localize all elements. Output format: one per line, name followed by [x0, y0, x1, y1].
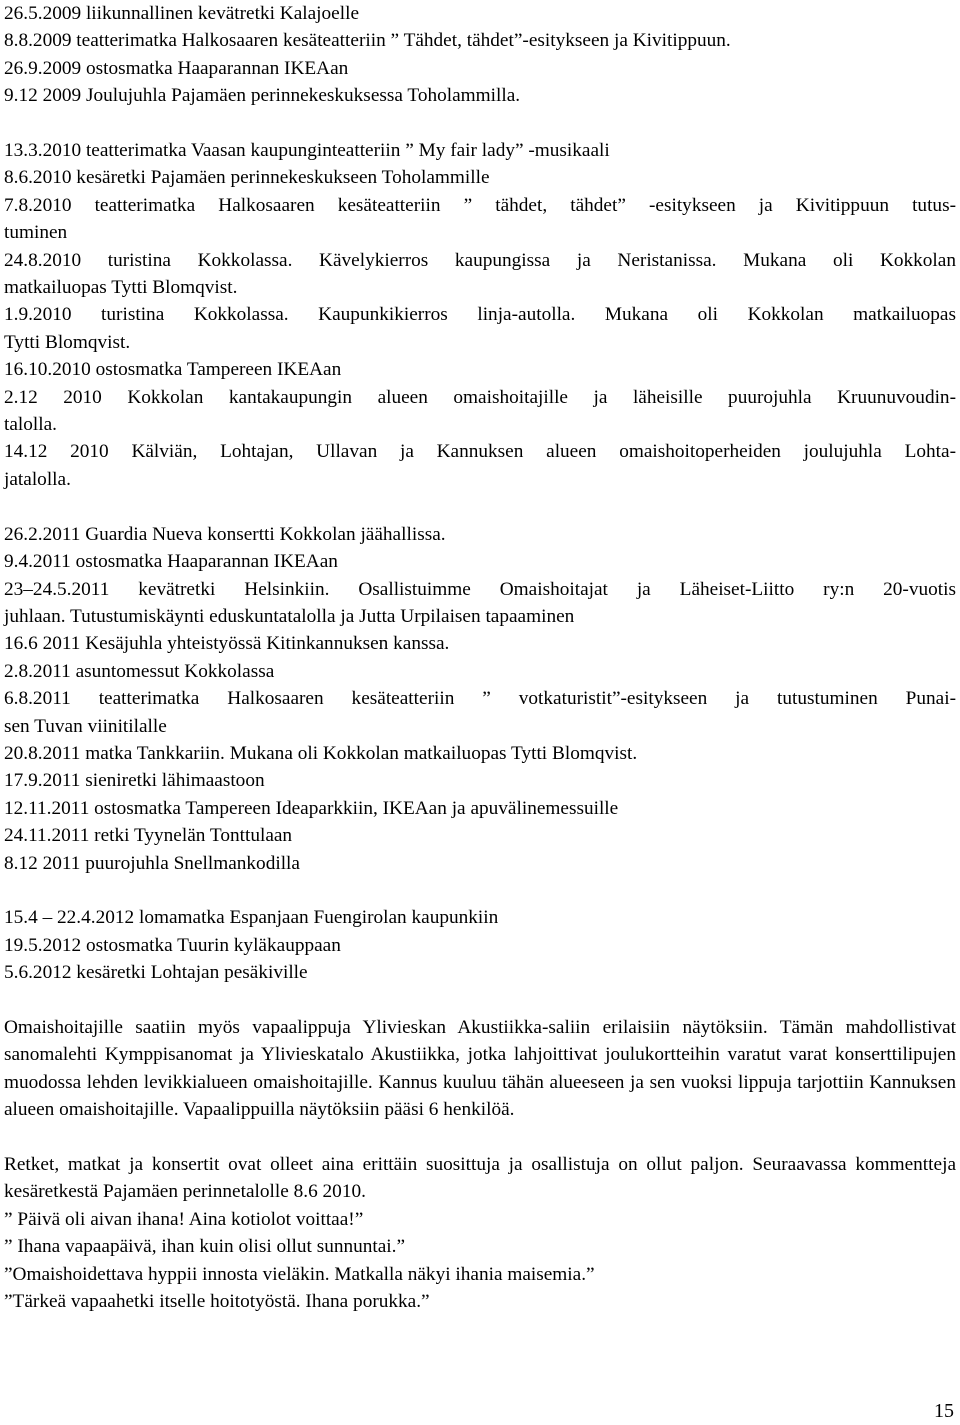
event-line: 26.2.2011 Guardia Nueva konsertti Kokkolan jäähallissa.	[4, 523, 446, 545]
spacer	[4, 1124, 956, 1151]
event-line: 12.11.2011 ostosmatka Tampereen Ideaparkkiin, IKEAan ja apuvälinemessuille	[4, 797, 619, 819]
event-line: juhlaan. Tutustumiskäynti eduskuntatalolla ja Jutta Urpilaisen tapaaminen	[4, 605, 575, 627]
event-line: 8.8.2009 teatterimatka Halkosaaren kesäteatteriin ” Tähdet, tähdet”-esitykseen ja Kivitippuun.	[4, 30, 731, 52]
event-line: 8.12 2011 puurojuhla Snellmankodilla	[4, 852, 300, 874]
spacer	[4, 877, 956, 904]
event-line: 7.8.2010 teatterimatka Halkosaaren kesäteatteriin ” tähdet, tähdet” -esitykseen ja Kivitippuun tutus-	[4, 194, 956, 216]
spacer	[4, 493, 956, 520]
quote-line: ”Omaishoidettava hyppii innosta vieläkin. Matkalla näkyi ihania maisemia.”	[4, 1263, 595, 1285]
quote-line: ” Ihana vapaapäivä, ihan kuin olisi ollut sunnuntai.”	[4, 1236, 406, 1258]
event-line: 14.12 2010 Kälviän, Lohtajan, Ullavan ja Kannuksen alueen omaishoitoperheiden joulujuhla Lohta-	[4, 441, 956, 463]
quote-line: ” Päivä oli aivan ihana! Aina kotiolot voittaa!”	[4, 1208, 364, 1230]
event-line: 13.3.2010 teatterimatka Vaasan kaupunginteatteriin ” My fair lady” -musikaali	[4, 140, 610, 162]
event-list	[4, 0, 956, 987]
event-line: 24.11.2011 retki Tyynelän Tonttulaan	[4, 825, 293, 847]
event-line: 16.6 2011 Kesäjuhla yhteistyössä Kitinkannuksen kanssa.	[4, 633, 450, 655]
event-line: 26.9.2009 ostosmatka Haaparannan IKEAan	[4, 57, 349, 79]
event-line: matkailuopas Tytti Blomqvist.	[4, 277, 238, 299]
event-line: Tytti Blomqvist.	[4, 331, 131, 353]
event-line: 19.5.2012 ostosmatka Tuurin kyläkauppaan	[4, 934, 341, 956]
event-line: 16.10.2010 ostosmatka Tampereen IKEAan	[4, 359, 342, 381]
event-line: 2.12 2010 Kokkolan kantakaupungin alueen omaishoitajille ja läheisille puurojuhla Kruunuvoudin-	[4, 386, 956, 408]
event-line: jatalolla.	[4, 468, 71, 490]
event-line: tuminen	[4, 222, 68, 244]
event-line: 9.4.2011 ostosmatka Haaparannan IKEAan	[4, 551, 338, 573]
event-line: 8.6.2010 kesäretki Pajamäen perinnekeskukseen Toholammille	[4, 167, 490, 189]
event-line: 1.9.2010 turistina Kokkolassa. Kaupunkikierros linja-autolla. Mukana oli Kokkolan matkailuopas	[4, 304, 956, 326]
event-line: sen Tuvan viinitilalle	[4, 715, 167, 737]
tickets-paragraph: Omaishoitajille saatiin myös vapaalippuja Ylivieskan Akustiikka-saliin erilaisiin näytöksiin. Tämän mahdollistivat sanomalehti Kymppisanomat ja Ylivieskatalo Akustiikka, jotka lahjoittivat joulukortteihin varatut varat konserttilipujen muodossa lehden levikkialueen omaishoitajille. Kannus kuuluu tähän alueeseen ja sen vuoksi lippuja tarjottiin Kannuksen alueen omaishoitajille. Vapaalippuilla näytöksiin pääsi 6 henkilöä.	[4, 1016, 956, 1121]
event-line: 2.8.2011 asuntomessut Kokkolassa	[4, 660, 275, 682]
spacer	[4, 987, 956, 1014]
event-line: 23–24.5.2011 kevätretki Helsinkiin. Osallistuimme Omaishoitajat ja Läheiset-Liitto ry:n 20-vuotis	[4, 578, 956, 600]
event-line: 17.9.2011 sieniretki lähimaastoon	[4, 770, 265, 792]
quote-line: ”Tärkeä vapaahetki itselle hoitotyöstä. Ihana porukka.”	[4, 1291, 430, 1313]
event-line: 24.8.2010 turistina Kokkolassa. Kävelykierros kaupungissa ja Neristanissa. Mukana oli Kokkolan	[4, 249, 956, 271]
quote-list	[4, 1206, 956, 1316]
event-line: 15.4 – 22.4.2012 lomamatka Espanjaan Fuengirolan kaupunkiin	[4, 907, 499, 929]
trips-paragraph: Retket, matkat ja konsertit ovat olleet aina erittäin suosittuja ja osallistuja on ollut paljon. Seuraavassa kommentteja kesäretkestä Pajamäen perinnetalolle 8.6 2010.	[4, 1153, 956, 1203]
page-content	[4, 0, 956, 1315]
event-line: talolla.	[4, 414, 58, 436]
event-line: 5.6.2012 kesäretki Lohtajan pesäkiville	[4, 962, 308, 984]
event-line: 9.12 2009 Joulujuhla Pajamäen perinnekeskuksessa Toholammilla.	[4, 85, 521, 107]
spacer	[4, 110, 956, 137]
page-number: 15	[934, 1400, 954, 1422]
event-line: 6.8.2011 teatterimatka Halkosaaren kesäteatteriin ” votkaturistit”-esitykseen ja tutustuminen Punai-	[4, 688, 956, 710]
event-line: 20.8.2011 matka Tankkariin. Mukana oli Kokkolan matkailuopas Tytti Blomqvist.	[4, 742, 638, 764]
event-line: 26.5.2009 liikunnallinen kevätretki Kalajoelle	[4, 3, 359, 24]
